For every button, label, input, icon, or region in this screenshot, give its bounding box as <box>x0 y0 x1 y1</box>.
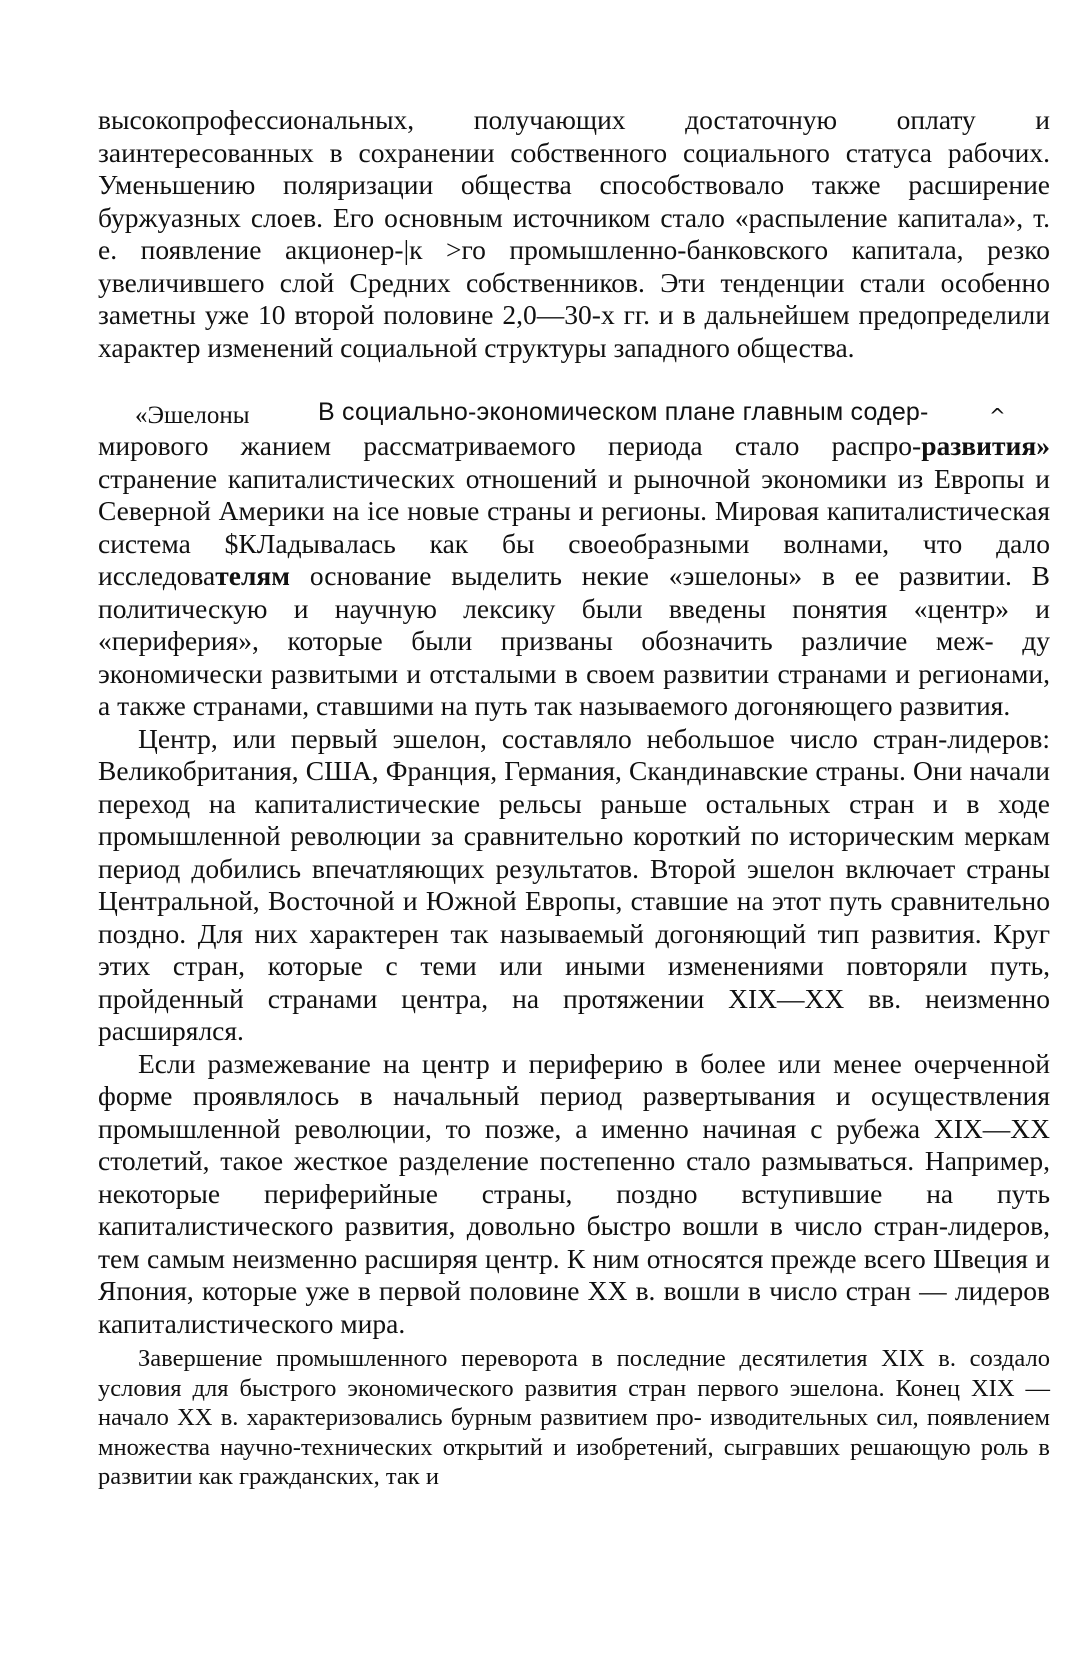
paragraph-1: высокопрофессиональных, получающих достаточную оплату и заинтересованных в сохранении собственного социального статуса рабочих. Уменьшению поляризации общества способствовало также расширение буржуазных слоев. Его основным источником стало «распыление капитала», т. е. появление акционер-|к >го промышленно-банковского капитала, резко увеличившего слой Средних собственников. Эти тенденции стали особенно заметны уже 10 второй половине 2,0—30-х гг. и в дальнейшем предопределили характер изменений социальной структуры западного общества. <box>98 104 1050 363</box>
paragraph-2 <box>98 463 1050 723</box>
paragraph-3: Центр, или первый эшелон, составляло небольшое число стран-лидеров: Великобритания, США, Франция, Германия, Скандинавские страны. Они начали переход на капиталистические рельсы раньше остальных стран и в ходе промышленной революции за сравнительно короткий по историческим меркам период добились впечатляющих результатов. Второй эшелон включает страны Центральной, Восточной и Южной Европы, ставшие на этот путь сравнительно поздно. Для них характерен так называемый догоняющий тип развития. Круг этих стран, которые с теми или иными изменениями повторяли путь, пройденный странами центра, на протяжении XIX—XX вв. неизменно расширялся. <box>98 722 1050 1046</box>
page-body <box>98 104 1050 1492</box>
p2-word: распро- <box>831 430 922 461</box>
paragraph-2-bold: телям <box>215 560 291 591</box>
p2-word: жанием <box>240 430 332 461</box>
p2-word: рассматриваемого <box>363 430 576 461</box>
paragraph-2-first-line <box>98 430 1050 463</box>
p2-word: периода <box>608 430 703 461</box>
p2-word: стало <box>734 430 800 461</box>
margin-note-top: В социально-экономическом плане главным содер- <box>318 398 929 426</box>
paragraph-4: Если размежевание на центр и периферию в более или менее очерченной форме проявлялось в начальный период развертывания и осуществления промышленной революции, то позже, а именно начиная с рубежа XIX—XX столетий, такое жесткое разделение постепенно стало размываться. Например, некоторые периферийные страны, поздно вступившие на путь капиталистического развития, довольно быстро вошли в число стран-лидеров, тем самым неизменно расширяя центр. К ним относятся прежде всего Швеция и Япония, которые уже в первой половине XX в. вошли в число стран — лидеров капиталистического мира. <box>98 1047 1050 1339</box>
paragraph-2-text-b: основание выделить некие «эшелоны» в ее развитии. В политическую и научную лексику были введены понятия «центр» и «периферия», которые были призваны обозначить различие меж- ду экономически развитыми и отсталыми в своем развитии странами и регионами, а также странами, ставшими на путь так называемого догоняющего развития. <box>98 560 1050 721</box>
margin-word-bold: развития» <box>921 430 1050 461</box>
margin-note-left: «Эшелоны <box>135 402 250 429</box>
margin-note-row <box>98 394 1050 430</box>
caret-mark: ^ <box>989 404 1006 428</box>
p2-word-split <box>832 430 1050 463</box>
paragraph-5: Завершение промышленного переворота в последние десятилетия XIX в. создало условия для быстрого экономического развития стран первого эшелона. Конец XIX — начало XX в. характеризовались бурным развитием про- изводительных сил, появлением множества научно-технических открытий и изобретений, сыгравших решающую роль в развитии как гражданских, так и <box>98 1345 1050 1490</box>
paragraph-2-text-a: странение капиталистических отношений и рыночной экономики из Европы и Северной Америки на ice новые страны и регионы. Мировая капиталистическая система $КЛадывалась как бы своеобразными волнами, что дало исследова <box>98 462 1050 591</box>
p2-word: мирового <box>98 430 209 461</box>
